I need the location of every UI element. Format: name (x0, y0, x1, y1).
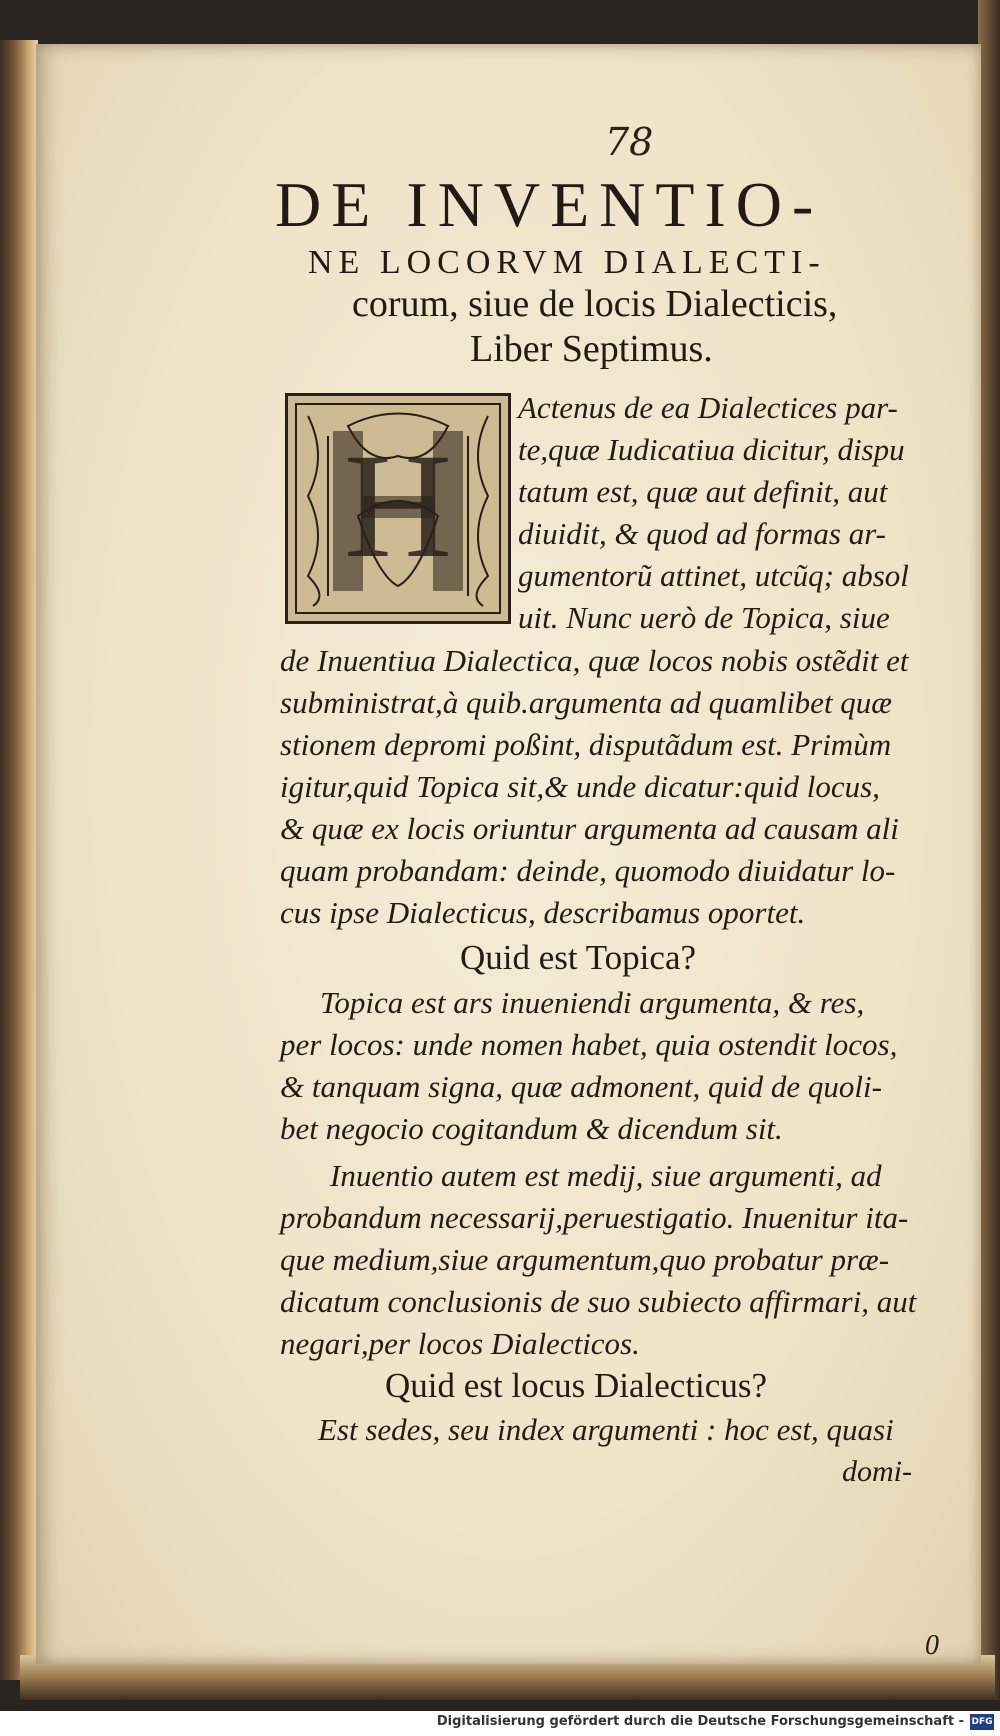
body-line: negari,per locos Dialecticos. (280, 1326, 640, 1361)
body-line: bet negocio cogitandum & dicendum sit. (280, 1111, 783, 1146)
page-number: 78 (605, 120, 654, 164)
body-line: subministrat,à quib.argumenta ad quamlibet quæ (280, 685, 892, 720)
catchword: domi- (842, 1455, 912, 1488)
body-line: Inuentio autem est medij, siue argumenti, ad (330, 1158, 882, 1193)
dfg-logo-icon: DFG (970, 1714, 994, 1730)
woodcut-initial-icon (288, 396, 508, 621)
body-line: gumentorũ attinet, utcũq; absol (518, 558, 909, 593)
body-line: igitur,quid Topica sit,& unde dicatur:quid locus, (280, 769, 880, 804)
body-line: que medium,siue argumentum,quo probatur præ- (280, 1242, 890, 1277)
signature-mark: 0 (925, 1630, 939, 1661)
svg-text:H: H (343, 423, 453, 589)
section-heading: Quid est locus Dialecticus? (385, 1366, 767, 1405)
body-line: stionem depromi poßint, disputãdum est. Primùm (280, 727, 892, 762)
decorated-initial (285, 393, 511, 624)
body-line: Topica est ars inueniendi argumenta, & res, (320, 985, 865, 1020)
body-line: quam probandam: deinde, quomodo diuidatur lo- (280, 853, 896, 888)
body-line: dicatum conclusionis de suo subiecto affirmari, aut (280, 1284, 917, 1319)
title-line-2: NE LOCORVM DIALECTI- (308, 244, 826, 281)
book-binding-edge (0, 40, 38, 1680)
body-line: cus ipse Dialecticus, describamus oportet. (280, 895, 806, 930)
body-line: per locos: unde nomen habet, quia ostendit locos, (280, 1027, 898, 1062)
body-line: Actenus de ea Dialectices par- (518, 390, 898, 425)
body-line: tatum est, quæ aut definit, aut (518, 474, 888, 509)
section-heading: Quid est Topica? (460, 938, 697, 977)
digitization-footer (0, 1711, 1000, 1736)
body-line: te,quæ Iudicatiua dicitur, dispu (518, 432, 905, 467)
body-line: uit. Nunc uerò de Topica, siue (518, 600, 890, 635)
body-line: de Inuentiua Dialectica, quæ locos nobis ostẽdit et (280, 643, 909, 678)
body-line: & tanquam signa, quæ admonent, quid de quoli- (280, 1069, 882, 1104)
body-line: probandum necessarij,peruestigatio. Inuenitur ita- (280, 1200, 909, 1235)
footer-credit: Digitalisierung gefördert durch die Deutsche Forschungsgemeinschaft - (436, 1714, 964, 1729)
book-right-edge (978, 0, 1000, 1700)
body-line: diuidit, & quod ad formas ar- (518, 516, 886, 551)
body-line: & quæ ex locis oriuntur argumenta ad causam ali (280, 811, 899, 846)
body-line: Est sedes, seu index argumenti : hoc est, quasi (318, 1412, 894, 1447)
title-line-1: DE INVENTIO- (275, 169, 824, 240)
title-line-3: corum, siue de locis Dialecticis, (352, 283, 838, 325)
title-line-4: Liber Septimus. (470, 328, 713, 370)
